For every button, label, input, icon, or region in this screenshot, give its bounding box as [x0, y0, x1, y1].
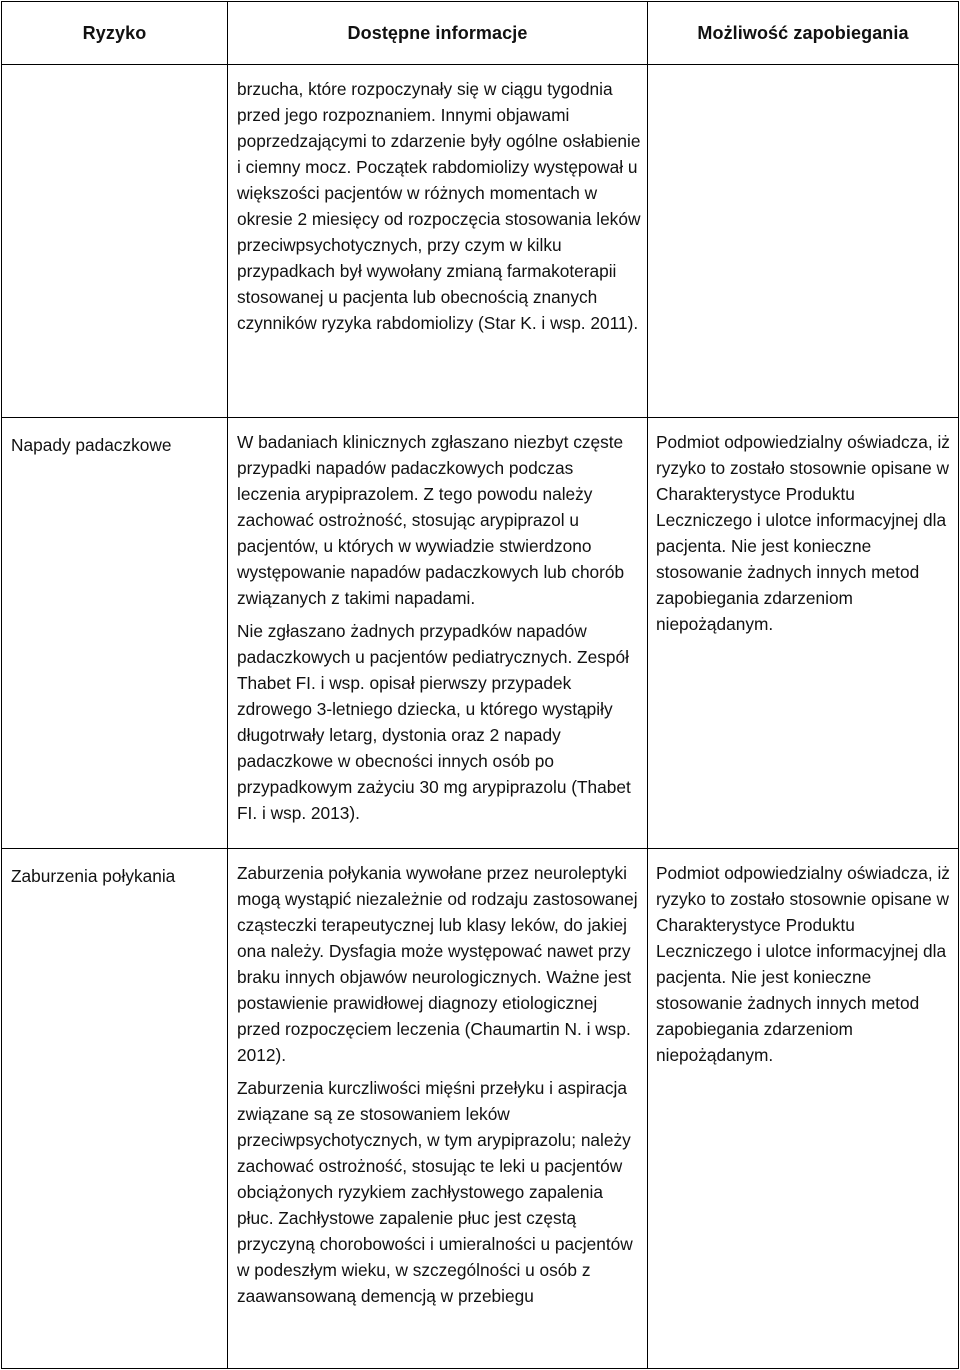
- prevention-cell: Podmiot odpowiedzialny oświadcza, iż ryzyko to zostało stosownie opisane w Charakterystyce Produktu Leczniczego i ulotce informacyjnej dla pacjenta. Nie jest konieczne stosowanie żadnych innych metod zapobiegania zdarzeniom niepożądanym.: [648, 418, 959, 849]
- risk-cell: Zaburzenia połykania: [2, 849, 228, 1369]
- table-row: [2, 418, 959, 849]
- prevention-cell: [648, 65, 959, 418]
- info-paragraph: brzucha, które rozpoczynały się w ciągu tygodnia przed jego rozpoznaniem. Innymi objawami poprzedzającymi to zdarzenie były ogólne osłabienie i ciemny mocz. Początek rabdomiolizy występował u większości pacjentów w różnych momentach w okresie 2 miesięcy od rozpoczęcia stosowania leków przeciwpsychotycznych, przy czym w kilku przypadkach był wywołany zmianą farmakoterapii stosowanej u pacjenta lub obecnością znanych czynników ryzyka rabdomiolizy (Star K. i wsp. 2011).: [237, 79, 641, 333]
- info-cell: [228, 65, 648, 418]
- table-row: [2, 849, 959, 1369]
- prevention-cell: Podmiot odpowiedzialny oświadcza, iż ryzyko to zostało stosownie opisane w Charakterystyce Produktu Leczniczego i ulotce informacyjnej dla pacjenta. Nie jest konieczne stosowanie żadnych innych metod zapobiegania zdarzeniom niepożądanym.: [648, 849, 959, 1369]
- info-cell: [228, 418, 648, 849]
- info-paragraph: W badaniach klinicznych zgłaszano niezbyt częste przypadki napadów padaczkowych podczas leczenia arypiprazolem. Z tego powodu należy zachować ostrożność, stosując arypiprazol u pacjentów, u których w wywiadzie stwierdzono występowanie napadów padaczkowych lub chorób związanych z takimi napadami.: [237, 432, 625, 608]
- info-paragraph: Zaburzenia połykania wywołane przez neuroleptyki mogą wystąpić niezależnie od rodzaju zastosowanej cząsteczki terapeutycznej lub klasy leków, do jakiej ona należy. Dysfagia może występować nawet przy braku innych objawów neurologicznych. Ważne jest postawienie prawidłowej diagnozy etiologicznej przed rozpoczęciem leczenia (Chaumartin N. i wsp. 2012).: [237, 863, 638, 1065]
- table-header-row: [2, 2, 959, 65]
- risk-cell: [2, 65, 228, 418]
- info-paragraph: Zaburzenia kurczliwości mięśni przełyku i aspiracja związane są ze stosowaniem leków przeciwpsychotycznych, w tym arypiprazolu; należy zachować ostrożność, stosując te leki u pacjentów obciążonych ryzykiem zachłystowego zapalenia płuc. Zachłystowe zapalenie płuc jest częstą przyczyną chorobowości i umieralności u pacjentów w podeszłym wieku, w szczególności u osób z zaawansowaną demencją w przebiegu: [237, 1078, 633, 1306]
- info-cell: [228, 849, 648, 1369]
- header-prevention: Możliwość zapobiegania: [648, 2, 959, 65]
- header-risk: Ryzyko: [2, 2, 228, 65]
- header-available-info: Dostępne informacje: [228, 2, 648, 65]
- risk-cell: Napady padaczkowe: [2, 418, 228, 849]
- table-row: [2, 65, 959, 418]
- info-paragraph: Nie zgłaszano żadnych przypadków napadów padaczkowych u pacjentów pediatrycznych. Zespół Thabet FI. i wsp. opisał pierwszy przypadek zdrowego 3-letniego dziecka, u którego wystąpiły długotrwały letarg, dystonia oraz 2 napady padaczkowe w obecności innych osób po przypadkowym zażyciu 30 mg arypiprazolu (Thabet FI. i wsp. 2013).: [237, 621, 631, 823]
- risk-table: [1, 1, 959, 1369]
